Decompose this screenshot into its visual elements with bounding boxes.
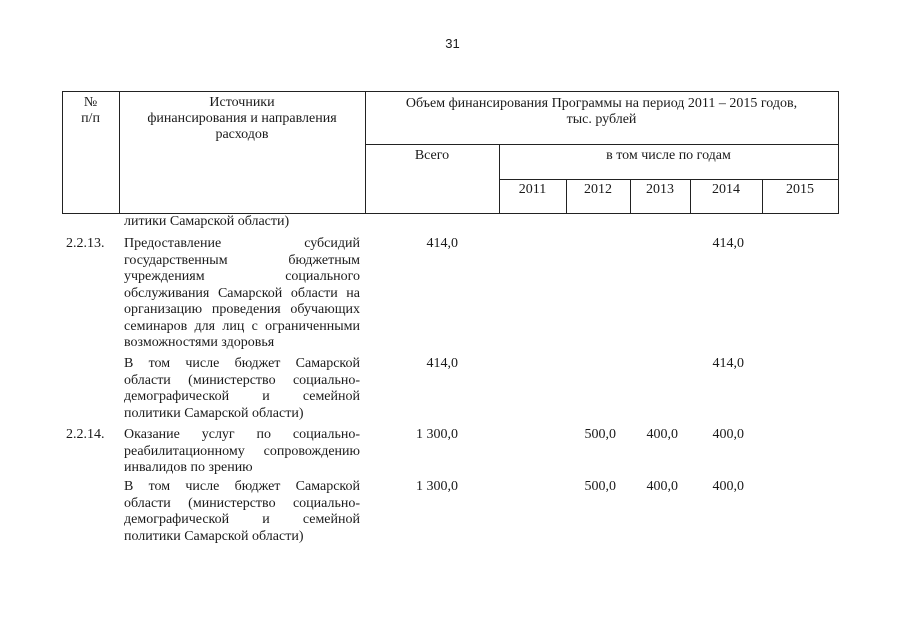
header-source: Источники финансирования и направления расходов	[147, 95, 337, 142]
row-2014: 400,0	[712, 479, 744, 494]
row-description: В том числе бюджет Самарской области (министерство социально-демографической и семейной политики Самарской области)	[124, 479, 360, 544]
header-volume: Объем финансирования Программы на период 2011 – 2015 годов, тыс. рублей	[405, 96, 798, 127]
header-year: 2014	[712, 182, 740, 197]
row-description: В том числе бюджет Самарской области (министерство социально-демографической и семейной политики Самарской области)	[124, 356, 360, 421]
row-description: Предоставление субсидий государственным бюджетным учреждениям социального обслуживания Самарской области на организацию проведения обучающих семинаров для лиц с ограниченными возможностями здоровья	[124, 236, 360, 350]
header-year: 2012	[584, 182, 612, 197]
header-year: 2013	[646, 182, 674, 197]
header-year: 2011	[518, 182, 547, 197]
row-2012: 500,0	[584, 427, 616, 442]
row-number: 2.2.13.	[66, 236, 105, 251]
row-number: 2.2.14.	[66, 427, 105, 442]
row-total: 414,0	[426, 356, 458, 371]
row-2012: 500,0	[584, 479, 616, 494]
row-description: Оказание услуг по социально-реабилитационному сопровождению инвалидов по зрению	[124, 427, 360, 475]
row-total: 414,0	[426, 236, 458, 251]
header-year: 2015	[786, 182, 814, 197]
row-2013: 400,0	[646, 479, 678, 494]
page-number: 31	[445, 36, 460, 51]
row-total: 1 300,0	[416, 479, 458, 494]
row-2014: 414,0	[712, 356, 744, 371]
header-by-years: в том числе по годам	[606, 148, 731, 163]
row-description: литики Самарской области)	[124, 214, 290, 229]
row-total: 1 300,0	[416, 427, 458, 442]
row-2014: 400,0	[712, 427, 744, 442]
header-total: Всего	[414, 148, 450, 163]
row-2014: 414,0	[712, 236, 744, 251]
row-2013: 400,0	[646, 427, 678, 442]
header-no: № п/п	[81, 95, 100, 126]
